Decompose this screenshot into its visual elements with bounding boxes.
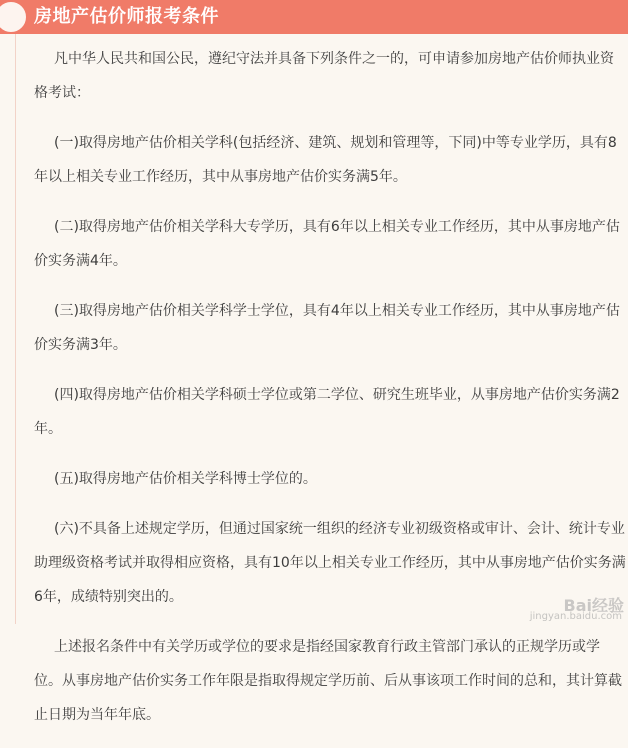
- condition-6-paragraph: (六)不具备上述规定学历，但通过国家统一组织的经济专业初级资格或审计、会计、统计专业助理级资格考试并取得相应资格，具有10年以上相关专业工作经历，其中从事房地产估价实务满6年，成绩特别突出的。: [34, 521, 626, 605]
- condition-5-paragraph: (五)取得房地产估价相关学科博士学位的。: [54, 471, 317, 487]
- condition-3-paragraph: (三)取得房地产估价相关学科学士学位，具有4年以上相关专业工作经历，其中从事房地产估价实务满3年。: [34, 303, 620, 353]
- condition-2-paragraph: (二)取得房地产估价相关学科大专学历，具有6年以上相关专业工作经历，其中从事房地产估价实务满4年。: [34, 219, 620, 269]
- section-bullet-icon: [0, 0, 28, 34]
- section-header: [0, 0, 628, 34]
- note-paragraph: 上述报名条件中有关学历或学位的要求是指经国家教育行政主管部门承认的正规学历或学位。从事房地产估价实务工作年限是指取得规定学历前、后从事该项工作时间的总和，其计算截止日期为当年年底。: [34, 639, 622, 723]
- section-title: 房地产估价师报考条件: [34, 6, 219, 27]
- condition-1-paragraph: (一)取得房地产估价相关学科(包括经济、建筑、规划和管理等，下同)中等专业学历，具有8年以上相关专业工作经历，其中从事房地产估价实务满5年。: [34, 135, 617, 185]
- article-body: [34, 42, 626, 748]
- watermark-logo: Bai经验: [563, 596, 624, 615]
- intro-paragraph: 凡中华人民共和国公民，遵纪守法并具备下列条件之一的，可申请参加房地产估价师执业资格考试：: [34, 51, 614, 101]
- condition-4-paragraph: (四)取得房地产估价相关学科硕士学位或第二学位、研究生班毕业，从事房地产估价实务满2年。: [34, 387, 620, 437]
- watermark-url: jingyan.baidu.com: [529, 611, 622, 622]
- left-divider: [15, 34, 16, 624]
